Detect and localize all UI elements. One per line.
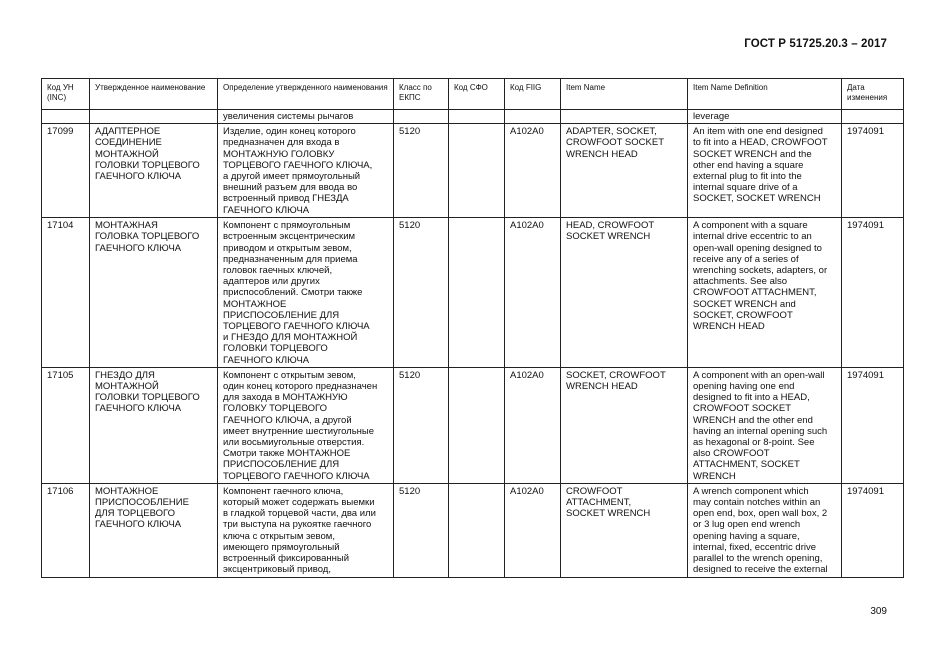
cell-sfo: [449, 367, 505, 483]
column-header-item-name: Item Name: [561, 79, 688, 110]
table-header-row: [42, 79, 904, 110]
cell-item-name-definition: An item with one end designed to fit into a HEAD, CROWFOOT SOCKET WRENCH and the other end having a square external plug to fit into the internal square drive of a SOCKET, SOCKET WRENCH: [688, 124, 842, 218]
table-row: [42, 218, 904, 368]
cell-ekps: 5120: [394, 218, 449, 368]
cell-item-name-definition: A component with a square internal drive eccentric to an open-wall opening designed to receive any of a series of wrenching sockets, adapters, or attachments. See also CROWFOOT ATTACHMENT, SOCKET WRENCH and SOCKET, CROWFOOT WRENCH HEAD: [688, 218, 842, 368]
cell-date: 1974091: [842, 483, 904, 577]
cell-inc: [42, 110, 90, 124]
cell-ekps: 5120: [394, 124, 449, 218]
table-row-continuation: [42, 110, 904, 124]
cell-fiig: A102A0: [505, 483, 561, 577]
cell-name: АДАПТЕРНОЕ СОЕДИНЕНИЕ МОНТАЖНОЙ ГОЛОВКИ ТОРЦЕВОГО ГАЕЧНОГО КЛЮЧА: [90, 124, 218, 218]
cell-name: МОНТАЖНОЕ ПРИСПОСОБЛЕНИЕ ДЛЯ ТОРЦЕВОГО ГАЕЧНОГО КЛЮЧА: [90, 483, 218, 577]
column-header-definition: Определение утвержденного наименования: [218, 79, 394, 110]
cell-sfo: [449, 110, 505, 124]
table-row: [42, 367, 904, 483]
document-header: ГОСТ Р 51725.20.3 – 2017: [744, 38, 887, 50]
cell-sfo: [449, 218, 505, 368]
cell-fiig: [505, 110, 561, 124]
cell-sfo: [449, 124, 505, 218]
cell-item-name-definition: A component with an open-wall opening having one end designed to fit into a HEAD, CROWFOOT SOCKET WRENCH and the other end having an internal opening such as hexagonal or 8-point. See also CROWFOOT ATTACHMENT, SOCKET WRENCH: [688, 367, 842, 483]
cell-fiig: A102A0: [505, 218, 561, 368]
cell-item-name-definition: A wrench component which may contain notches within an open end, box, open wall box, 2 or 3 lug open end wrench opening having a square, internal, fixed, eccentric drive parallel to the wrench opening, designed to receive the external: [688, 483, 842, 577]
cell-sfo: [449, 483, 505, 577]
column-header-fiig-code: Код FIIG: [505, 79, 561, 110]
cell-inc: 17105: [42, 367, 90, 483]
cell-item-name: HEAD, CROWFOOT SOCKET WRENCH: [561, 218, 688, 368]
cell-ekps: [394, 110, 449, 124]
cell-definition: Изделие, один конец которого предназначен для входа в МОНТАЖНУЮ ГОЛОВКУ ТОРЦЕВОГО ГАЕЧНОГО КЛЮЧА, а другой имеет прямоугольный внешний разъем для ввода во встроенный привод ГНЕЗДА ГАЕЧНОГО КЛЮЧА: [218, 124, 394, 218]
cell-item-name: ADAPTER, SOCKET, CROWFOOT SOCKET WRENCH HEAD: [561, 124, 688, 218]
cell-definition: Компонент гаечного ключа, который может содержать выемки в гладкой торцевой части, два или три выступа на рукоятке гаечного ключа с открытым зевом, имеющего прямоугольный встроенный фиксированный эксцентриковый привод,: [218, 483, 394, 577]
cell-inc: 17106: [42, 483, 90, 577]
cell-ekps: 5120: [394, 367, 449, 483]
cell-date: [842, 110, 904, 124]
cell-fiig: A102A0: [505, 124, 561, 218]
cell-fiig: A102A0: [505, 367, 561, 483]
column-header-item-name-definition: Item Name Definition: [688, 79, 842, 110]
cell-inc: 17099: [42, 124, 90, 218]
cell-definition: увеличения системы рычагов: [218, 110, 394, 124]
cell-date: 1974091: [842, 124, 904, 218]
cell-item-name-definition: leverage: [688, 110, 842, 124]
column-header-approved-name: Утвержденное наименование: [90, 79, 218, 110]
cell-item-name: [561, 110, 688, 124]
column-header-change-date: Дата изменения: [842, 79, 904, 110]
cell-date: 1974091: [842, 367, 904, 483]
data-table: [41, 78, 904, 578]
page-number: 309: [870, 606, 887, 617]
cell-date: 1974091: [842, 218, 904, 368]
cell-name: МОНТАЖНАЯ ГОЛОВКА ТОРЦЕВОГО ГАЕЧНОГО КЛЮЧА: [90, 218, 218, 368]
cell-definition: Компонент с прямоугольным встроенным эксцентрическим приводом и открытым зевом, предназначенным для приема головок гаечных ключей, адаптеров или других приспособлений. Смотри также МОНТАЖНОЕ ПРИСПОСОБЛЕНИЕ ДЛЯ ТОРЦЕВОГО ГАЕЧНОГО КЛЮЧА и ГНЕЗДО ДЛЯ МОНТАЖНОЙ ГОЛОВКИ ТОРЦЕВОГО ГАЕЧНОГО КЛЮЧА: [218, 218, 394, 368]
cell-name: ГНЕЗДО ДЛЯ МОНТАЖНОЙ ГОЛОВКИ ТОРЦЕВОГО ГАЕЧНОГО КЛЮЧА: [90, 367, 218, 483]
cell-definition: Компонент с открытым зевом, один конец которого предназначен для захода в МОНТАЖНУЮ ГОЛОВКУ ТОРЦЕВОГО ГАЕЧНОГО КЛЮЧА, а другой имеет внутренние шестиугольные или восьмиугольные отверстия. Смотри также МОНТАЖНОЕ ПРИСПОСОБЛЕНИЕ ДЛЯ ТОРЦЕВОГО ГАЕЧНОГО КЛЮЧА: [218, 367, 394, 483]
table-row: [42, 124, 904, 218]
cell-name: [90, 110, 218, 124]
cell-inc: 17104: [42, 218, 90, 368]
cell-item-name: SOCKET, CROWFOOT WRENCH HEAD: [561, 367, 688, 483]
cell-item-name: CROWFOOT ATTACHMENT, SOCKET WRENCH: [561, 483, 688, 577]
cell-ekps: 5120: [394, 483, 449, 577]
table-row: [42, 483, 904, 577]
column-header-sfo-code: Код СФО: [449, 79, 505, 110]
column-header-inc: Код УН (INC): [42, 79, 90, 110]
column-header-ekps-class: Класс по ЕКПС: [394, 79, 449, 110]
